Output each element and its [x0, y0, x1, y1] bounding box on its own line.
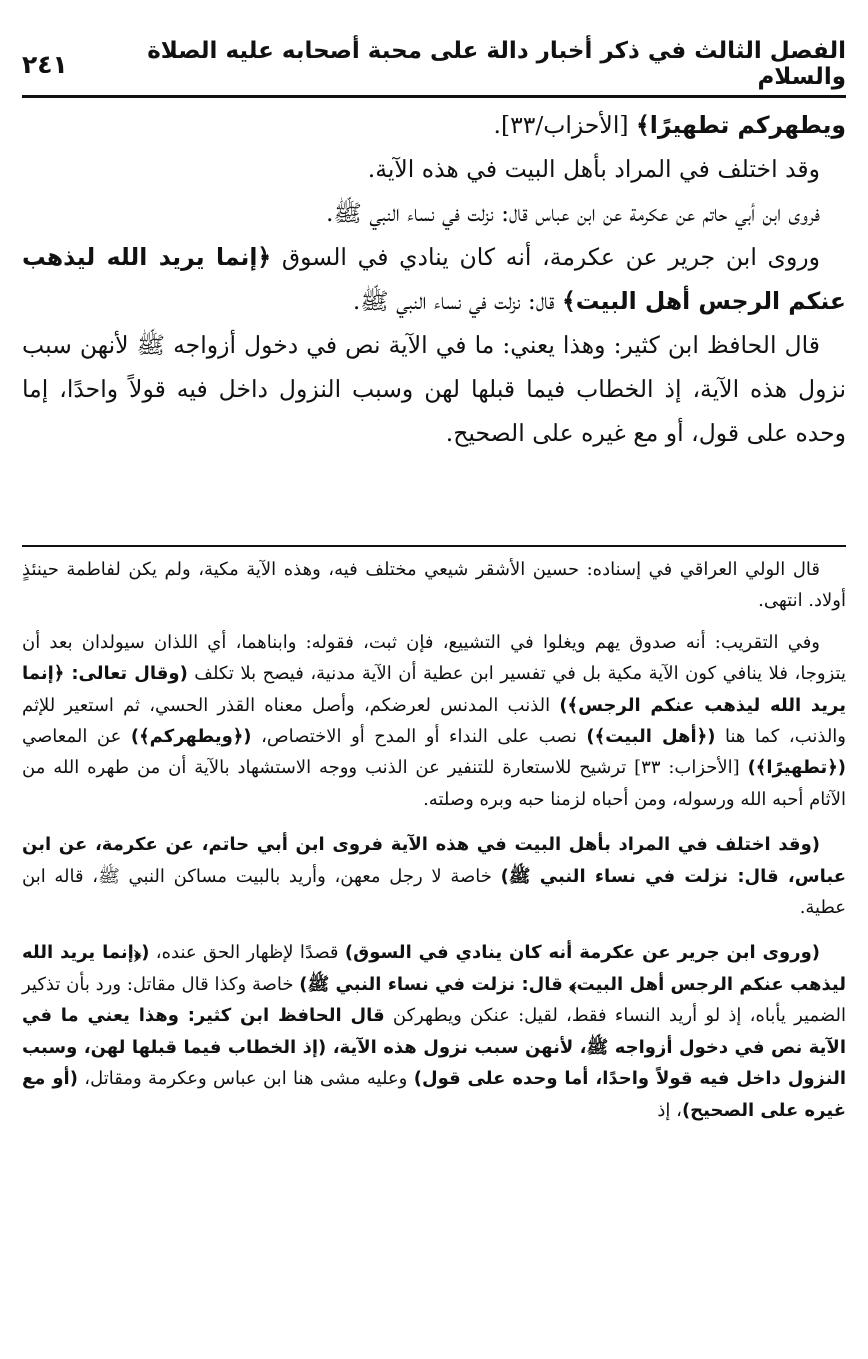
text-run: نصب على النداء أو المدح أو الاختصاص، — [251, 726, 587, 748]
quoted-text: (وروى ابن جرير عن عكرمة أنه كان ينادي في السوق) — [344, 942, 820, 964]
running-head — [22, 34, 846, 94]
chapter-title: الفصل الثالث في ذكر أخبار دالة على محبة أصحابه عليه الصلاة والسلام — [147, 38, 846, 90]
quoted-text: (﴿أهل البيت﴾) — [586, 726, 716, 748]
note-paragraph — [22, 937, 846, 1125]
text-run: قصدًا لإظهار الحق عنده، — [149, 942, 345, 964]
header-rule — [22, 95, 846, 98]
quran-quote: ﴿إنما يريد الله ليذهب عنكم الرجس أهل البيت﴾ — [22, 243, 846, 315]
commentary-notes — [22, 554, 846, 1126]
text-run: خاصة وكذا قال مقاتل: ورد بأن تذكير الضمير يأباه، إذ لو أريد النساء فقط، لقيل: عنكن ويطهركن — [22, 973, 846, 1027]
paragraph — [22, 103, 846, 147]
paragraph — [22, 235, 846, 323]
page-number: ٢٤١ — [22, 49, 68, 79]
quoted-text: (﴿إنما يريد الله ليذهب عنكم الرجس أهل البيت﴾ قال: نزلت في نساء النبي ﷺ) — [22, 942, 846, 995]
main-text — [22, 103, 846, 455]
quoted-text: (وقد اختلف في المراد بأهل البيت في هذه الآية فروى ابن أبي حاتم، عن عكرمة، عن ابن عباس، قال: نزلت في نساء النبي ﷺ) — [22, 834, 846, 887]
text-run: الذنب المدنس لعرضكم، وأصل معناه القذر الحسي، ثم استعير للإثم والذنب، كما هنا — [22, 694, 847, 748]
note-paragraph: قال الولي العراقي في إسناده: حسين الأشقر شيعي مختلف فيه، وهذه الآية مكية، ولم يكن لفاطمة حينئذٍ أولاد. انتهى. — [22, 559, 846, 612]
quran-quote: ويطهركم تطهيرًا﴾ — [636, 111, 846, 139]
text-run: عن المعاصي — [22, 726, 131, 748]
note-paragraph — [22, 627, 846, 815]
verse-reference: [الأحزاب/٣٣]. — [493, 111, 636, 139]
text-run: وروى ابن جرير عن عكرمة، أنه كان ينادي في السوق — [271, 243, 820, 271]
text-run: قال: نزلت في نساء النبي ﷺ. — [352, 287, 563, 315]
paragraph: فروى ابن أبي حاتم عن عكرمة عن ابن عباس قال: نزلت في نساء النبي ﷺ. — [326, 199, 820, 227]
paragraph: قال الحافظ ابن كثير: وهذا يعني: ما في الآية نص في دخول أزواجه ﷺ لأنهن سبب نزول هذه الآية، إذ الخطاب فيما قبلها لهن وسبب النزول داخل فيه قولاً واحدًا، إما وحده على قول، أو مع غيره على الصحيح. — [22, 331, 846, 447]
text-run: وعليه مشى هنا ابن عباس وعكرمة ومقاتل، — [77, 1068, 414, 1090]
quoted-text: (أو مع غيره على الصحيح) — [22, 1068, 846, 1121]
note-paragraph — [22, 829, 846, 923]
text-run: ، إذ — [657, 1099, 682, 1121]
quoted-text: (وقال تعالى: ﴿إنما يريد الله ليذهب عنكم الرجس﴾) — [22, 663, 847, 716]
text-run: وفي التقريب: أنه صدوق يهم ويغلوا في التشييع، فإن ثبت، فقوله: وابناهما، أي اللذان سيولدان بعد أن يتزوجا، فلا ينافي كون الآية مكية بل في تفسير ابن عطية أن الآية مدنية، فيصح بلا تكلف — [22, 631, 847, 685]
quoted-text: قال الحافظ ابن كثير: وهذا يعني ما في الآية نص في دخول أزواجه ﷺ، لأنهن سبب نزول هذه الآية، (إذ الخطاب فيما قبلها لهن، وسبب النزول داخل فيه قولاً واحدًا، أما وحده على قول) — [22, 1005, 847, 1090]
text-run: خاصة لا رجل معهن، وأريد بالبيت مساكن النبي ﷺ، قاله ابن عطية. — [22, 865, 846, 919]
quoted-text: (﴿تطهيرًا﴾) — [747, 757, 846, 779]
paragraph: وقد اختلف في المراد بأهل البيت في هذه الآية. — [367, 155, 820, 183]
footnote-rule — [22, 545, 846, 547]
quoted-text: (﴿ويطهركم﴾) — [130, 726, 252, 748]
text-run: [الأحزاب: ٣٣] ترشيح للاستعارة للتنفير عن الذنب ووجه الاستشهاد بالآية أن من طهره الله من الآثام أحبه الله ورسوله، ومن أحباه لزمنا حبه وبره وصلته. — [22, 757, 846, 810]
